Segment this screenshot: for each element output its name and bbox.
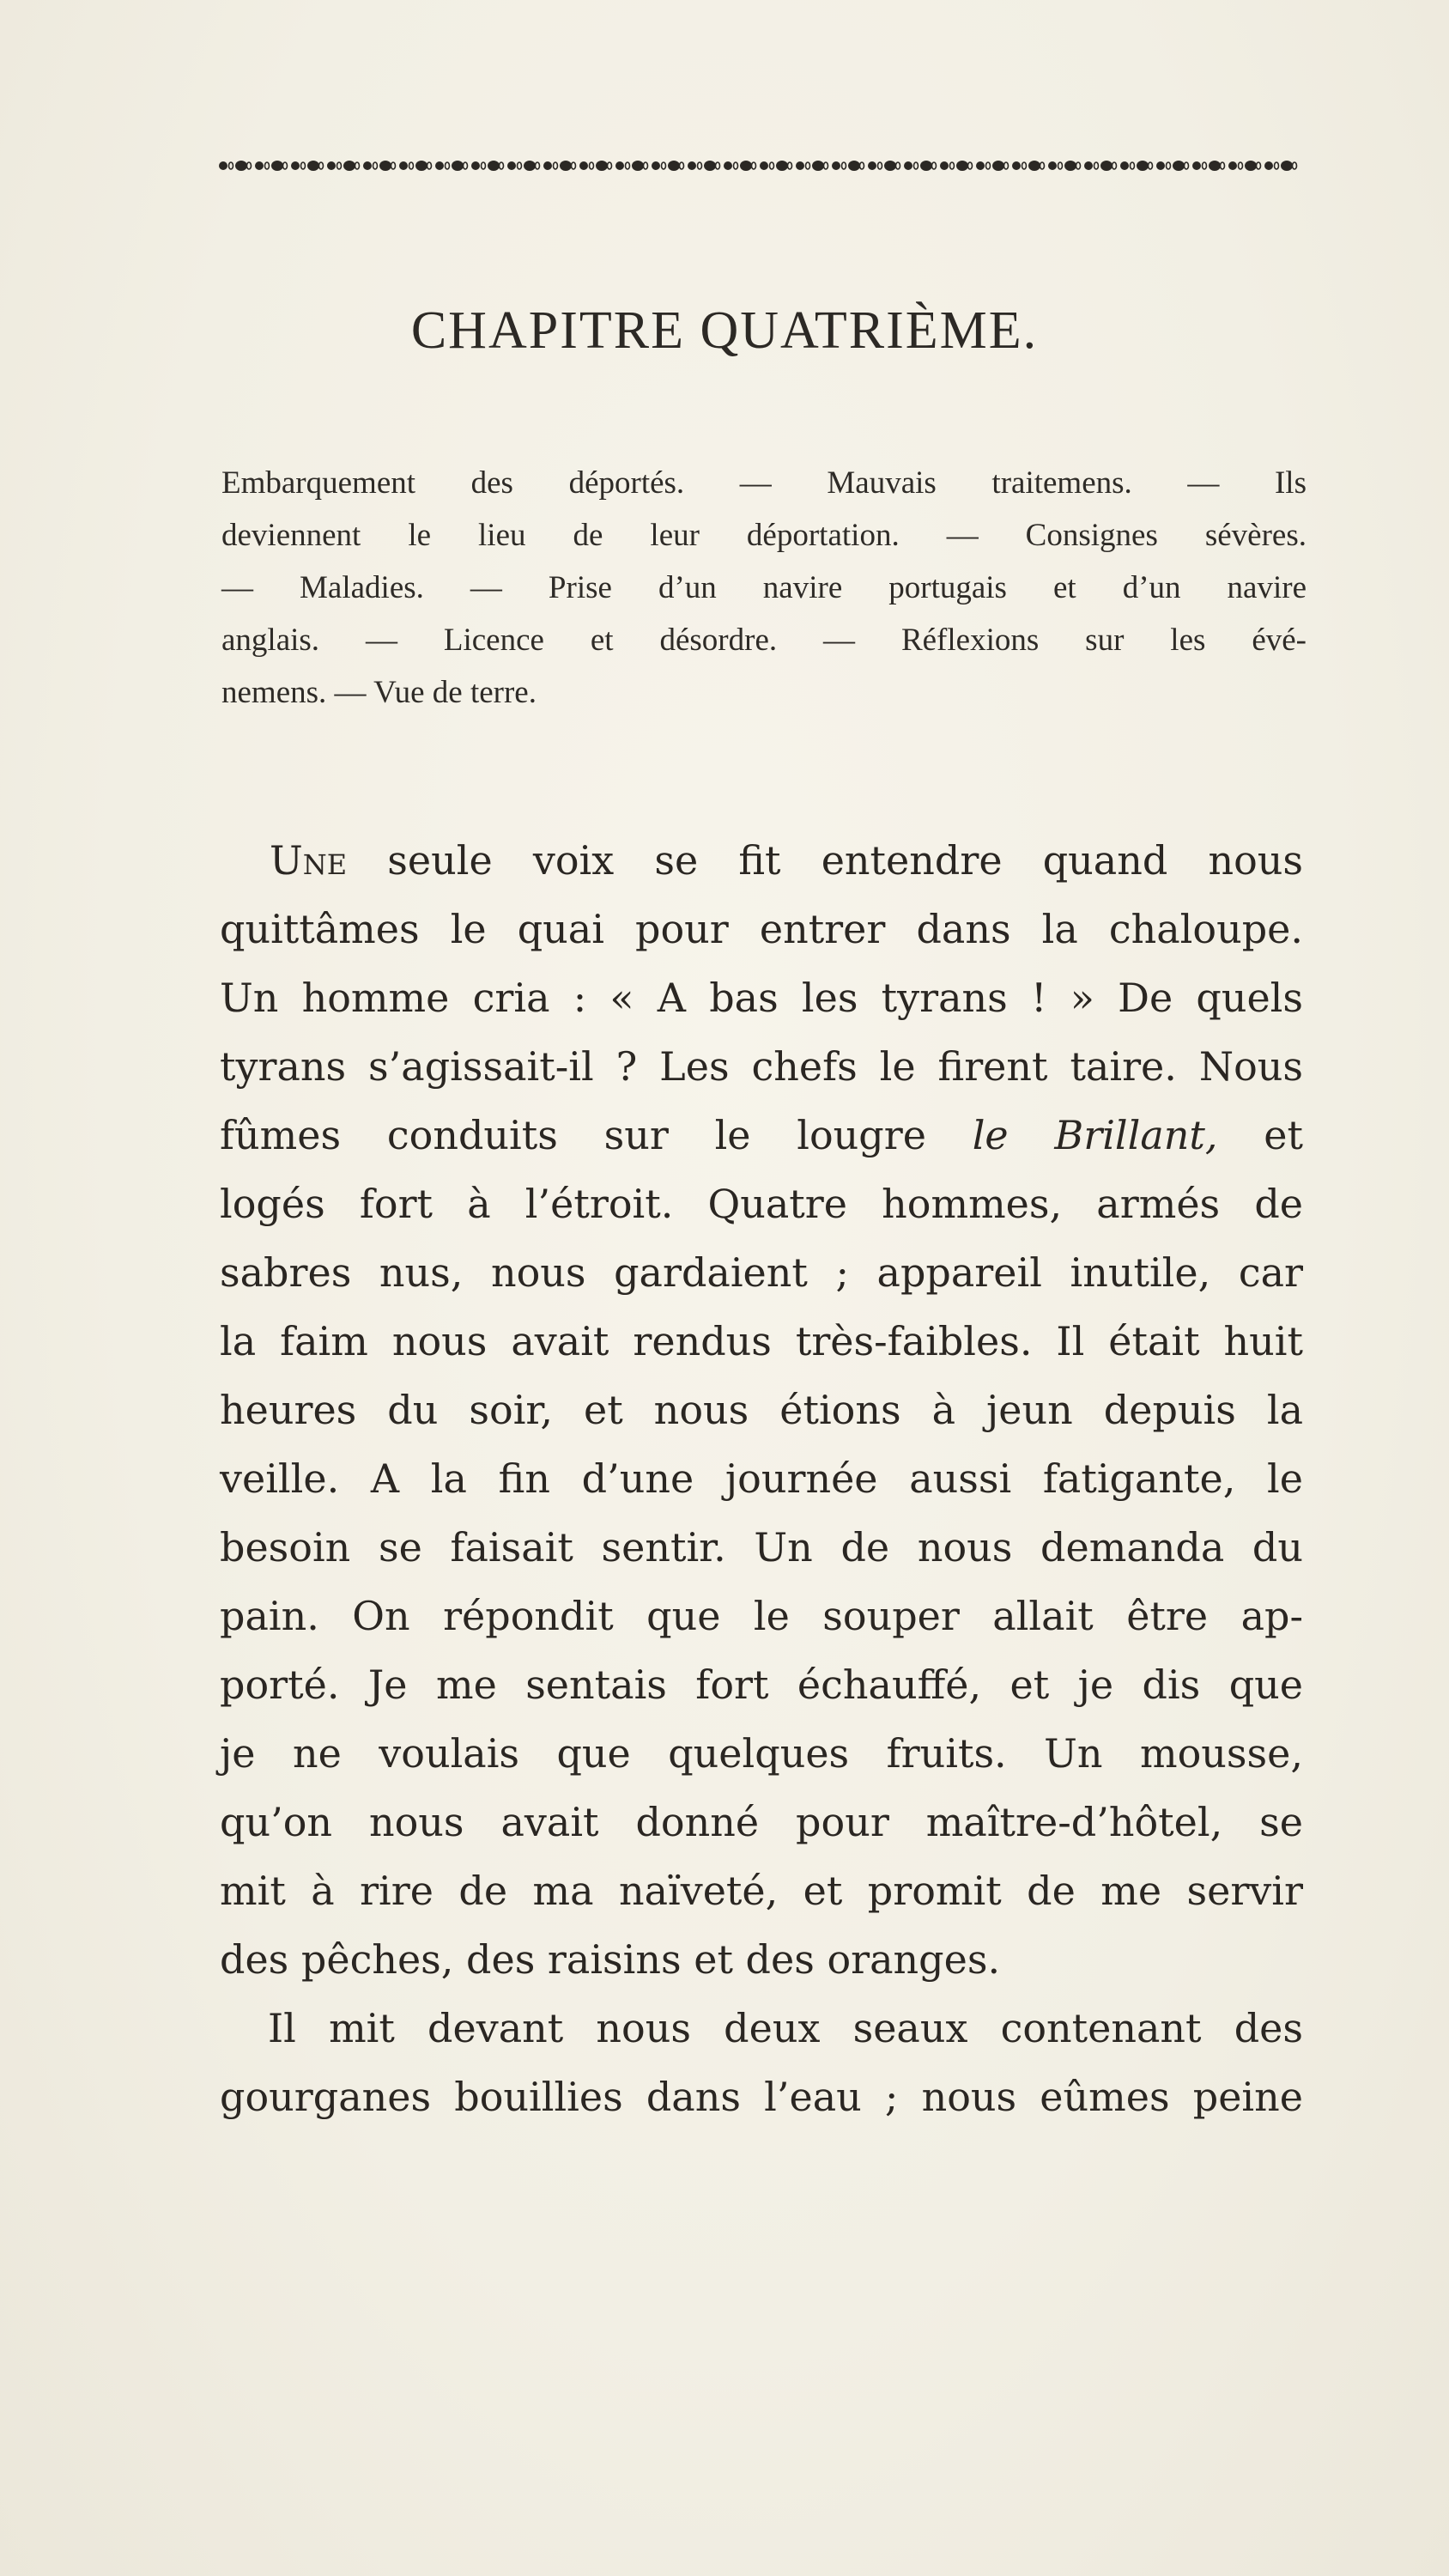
ornament-ring [842,162,846,169]
body-line: gourganes bouillies dans l’eau ; nous eûmes peine [220,2074,1303,2120]
body-line: mit à rire de ma naïveté, et promit de me servir [220,1868,1303,1914]
body-line: je ne voulais que quelques fruits. Un mousse, [220,1730,1303,1777]
ornament-ring [788,162,792,169]
ornament-ring [1257,162,1261,169]
ornament-ring [698,162,702,169]
ornament-dot [507,161,516,170]
ornament-dot [1100,161,1113,171]
ornament-ring [265,162,270,169]
body-line: pain. On répondit que le souper allait être ap- [220,1593,1303,1639]
ornament-dot [471,161,480,170]
ornament-ring [644,162,648,169]
body-line: logés fort à l’étroit. Quatre hommes, armés de [220,1181,1303,1227]
ornament-ring [319,162,324,169]
ornament-ring [1221,162,1225,169]
ornament-dot [452,161,464,171]
ornament-dot [956,161,968,171]
ornament-ring [1094,162,1099,169]
ornament-dot [363,161,372,170]
ornament-ring [950,162,955,169]
chapter-summary [221,457,1307,719]
ornament-ring [391,162,396,169]
ornament-ring [806,162,810,169]
ornament-ring [518,162,522,169]
ornament-ring [590,162,594,169]
ornament-ring [896,162,900,169]
ornament-ring [409,162,414,169]
ornament-ring [1058,162,1063,169]
ornament-dot [848,161,860,171]
ornament-ring [536,162,540,169]
ornament-ring [1113,162,1117,169]
ornament-ring [1149,162,1153,169]
body-line: quittâmes le quai pour entrer dans la chaloupe. [220,906,1303,952]
ornament-dot [435,161,444,170]
ornament-ring [464,162,468,169]
ornament-ring [337,162,342,169]
ornament-ring [914,162,919,169]
ornament-ring [301,162,306,169]
ornament-ring [373,162,378,169]
summary-line: nemens. — Vue de terre. [221,675,537,710]
ornament-ring [446,162,450,169]
ornament-dot [976,161,985,170]
ornament-dot [1028,161,1040,171]
summary-line: Embarquement des déportés. — Mauvais traitemens. — Ils [221,465,1307,501]
ornament-dot [615,161,624,170]
ornament-dot [1084,161,1093,170]
ornament-dot [776,161,788,171]
ornament-ring [1275,162,1279,169]
summary-line: deviennent le lieu de leur déportation. — Consignes sévères. [221,518,1307,553]
ornament-ring [1040,162,1045,169]
ornament-dot [940,161,949,170]
ornament-dot [543,161,552,170]
ornament-dot [796,161,804,170]
ornament-dot [579,161,588,170]
summary-line: anglais. — Licence et désordre. — Réflexions sur les évé- [221,623,1307,658]
body-line: des pêches, des raisins et des oranges. [220,1936,1001,1983]
body-line: la faim nous avait rendus très-faibles. Il était huit [220,1318,1303,1364]
ornament-ring [770,162,774,169]
ornament-dot [668,161,680,171]
ornament-dot [1228,161,1237,170]
body-line: qu’on nous avait donné pour maître-d’hôtel, se [220,1799,1303,1845]
ornament-dot [307,161,319,171]
ornament-dot [1012,161,1021,170]
ship-name: le Brillant, [972,1112,1218,1158]
ornament-ring [752,162,756,169]
ornament-ring [482,162,486,169]
body-line: veille. A la fin d’une journée aussi fatigante, le [220,1455,1303,1502]
ornament-ring [734,162,738,169]
ornament-dot [992,161,1004,171]
ornament-dot [1245,161,1257,171]
body-line: Il mit devant nous deux seaux contenant des [268,2005,1303,2051]
ornament-dot [235,161,247,171]
ornamental-border [215,156,1300,175]
ornament-dot [1137,161,1149,171]
body-text [220,826,1303,2131]
ornament-ring [932,162,937,169]
ornament-ring [986,162,991,169]
ornament-ring [572,162,576,169]
ornament-dot [488,161,500,171]
drop-word: Une [270,837,348,884]
body-line-text: et [1217,1112,1303,1158]
ornament-ring [247,162,252,169]
body-line: Un homme cria : « A bas les tyrans ! » De quels [220,975,1303,1021]
ornament-ring [554,162,558,169]
ornament-dot [884,161,896,171]
ornament-dot [1173,161,1185,171]
ornament-dot [560,161,572,171]
ornament-dot [379,161,391,171]
ornament-dot [1120,161,1129,170]
ornament-dot [760,161,768,170]
ornament-ring [500,162,504,169]
body-line: porté. Je me sentais fort échauffé, et je dis que [220,1662,1303,1708]
ornament-ring [1293,162,1297,169]
chapter-title: CHAPITRE QUATRIÈME. [410,301,1039,360]
ornament-dot [291,161,300,170]
ornament-dot [415,161,427,171]
ornament-dot [271,161,283,171]
ornament-ring [427,162,432,169]
ornament-dot [632,161,644,171]
ornament-ring [626,162,630,169]
ornament-dot [904,161,912,170]
ornament-ring [1131,162,1135,169]
ornament-dot [652,161,660,170]
ornament-dot [740,161,752,171]
ornament-ring [1004,162,1009,169]
ornament-dot [255,161,264,170]
ornament-dot [399,161,408,170]
ornament-ring [1239,162,1243,169]
ornament-ring [1203,162,1207,169]
ornament-dot [724,161,732,170]
ornament-dot [1264,161,1273,170]
ornament-dot [812,161,824,171]
ornament-ring [824,162,828,169]
body-line [220,1101,1303,1170]
ornament-ring [283,162,288,169]
ornament-ring [1185,162,1189,169]
summary-line: — Maladies. — Prise d’un navire portugais et d’un navire [221,570,1307,605]
ornament-dot [327,161,336,170]
ornament-ring [878,162,882,169]
ornament-dot [1048,161,1057,170]
ornament-dot [1281,161,1293,171]
ornament-dot [1064,161,1076,171]
ornament-ring [355,162,360,169]
body-line: tyrans s’agissait-il ? Les chefs le firent taire. Nous [220,1043,1303,1090]
ornament-dot [524,161,536,171]
ornament-ring [1167,162,1171,169]
ornament-dot [1209,161,1221,171]
ornament-dot [868,161,876,170]
body-line-text: seule voix se fit entendre quand nous [347,837,1303,884]
ornament-ring [229,162,233,169]
ornament-ring [608,162,612,169]
ornament-ring [1022,162,1027,169]
ornament-dot [219,161,227,170]
ornament-dot [343,161,355,171]
ornament-ring [1076,162,1081,169]
ornament-dot [596,161,608,171]
body-line: heures du soir, et nous étions à jeun depuis la [220,1387,1303,1433]
ornament-ring [860,162,864,169]
ornament-ring [662,162,666,169]
ornament-ring [716,162,720,169]
ornament-dot [704,161,716,171]
ornament-dot [832,161,840,170]
body-line: besoin se faisait sentir. Un de nous demanda du [220,1524,1303,1571]
ornament-dot [920,161,932,171]
body-line-text: fûmes conduits sur le lougre [220,1112,973,1158]
body-line: sabres nus, nous gardaient ; appareil inutile, car [220,1249,1303,1296]
body-line [220,826,1303,895]
ornament-ring [680,162,684,169]
ornament-dot [1156,161,1165,170]
ornament-dot [1192,161,1201,170]
ornament-dot [688,161,696,170]
ornament-ring [968,162,973,169]
